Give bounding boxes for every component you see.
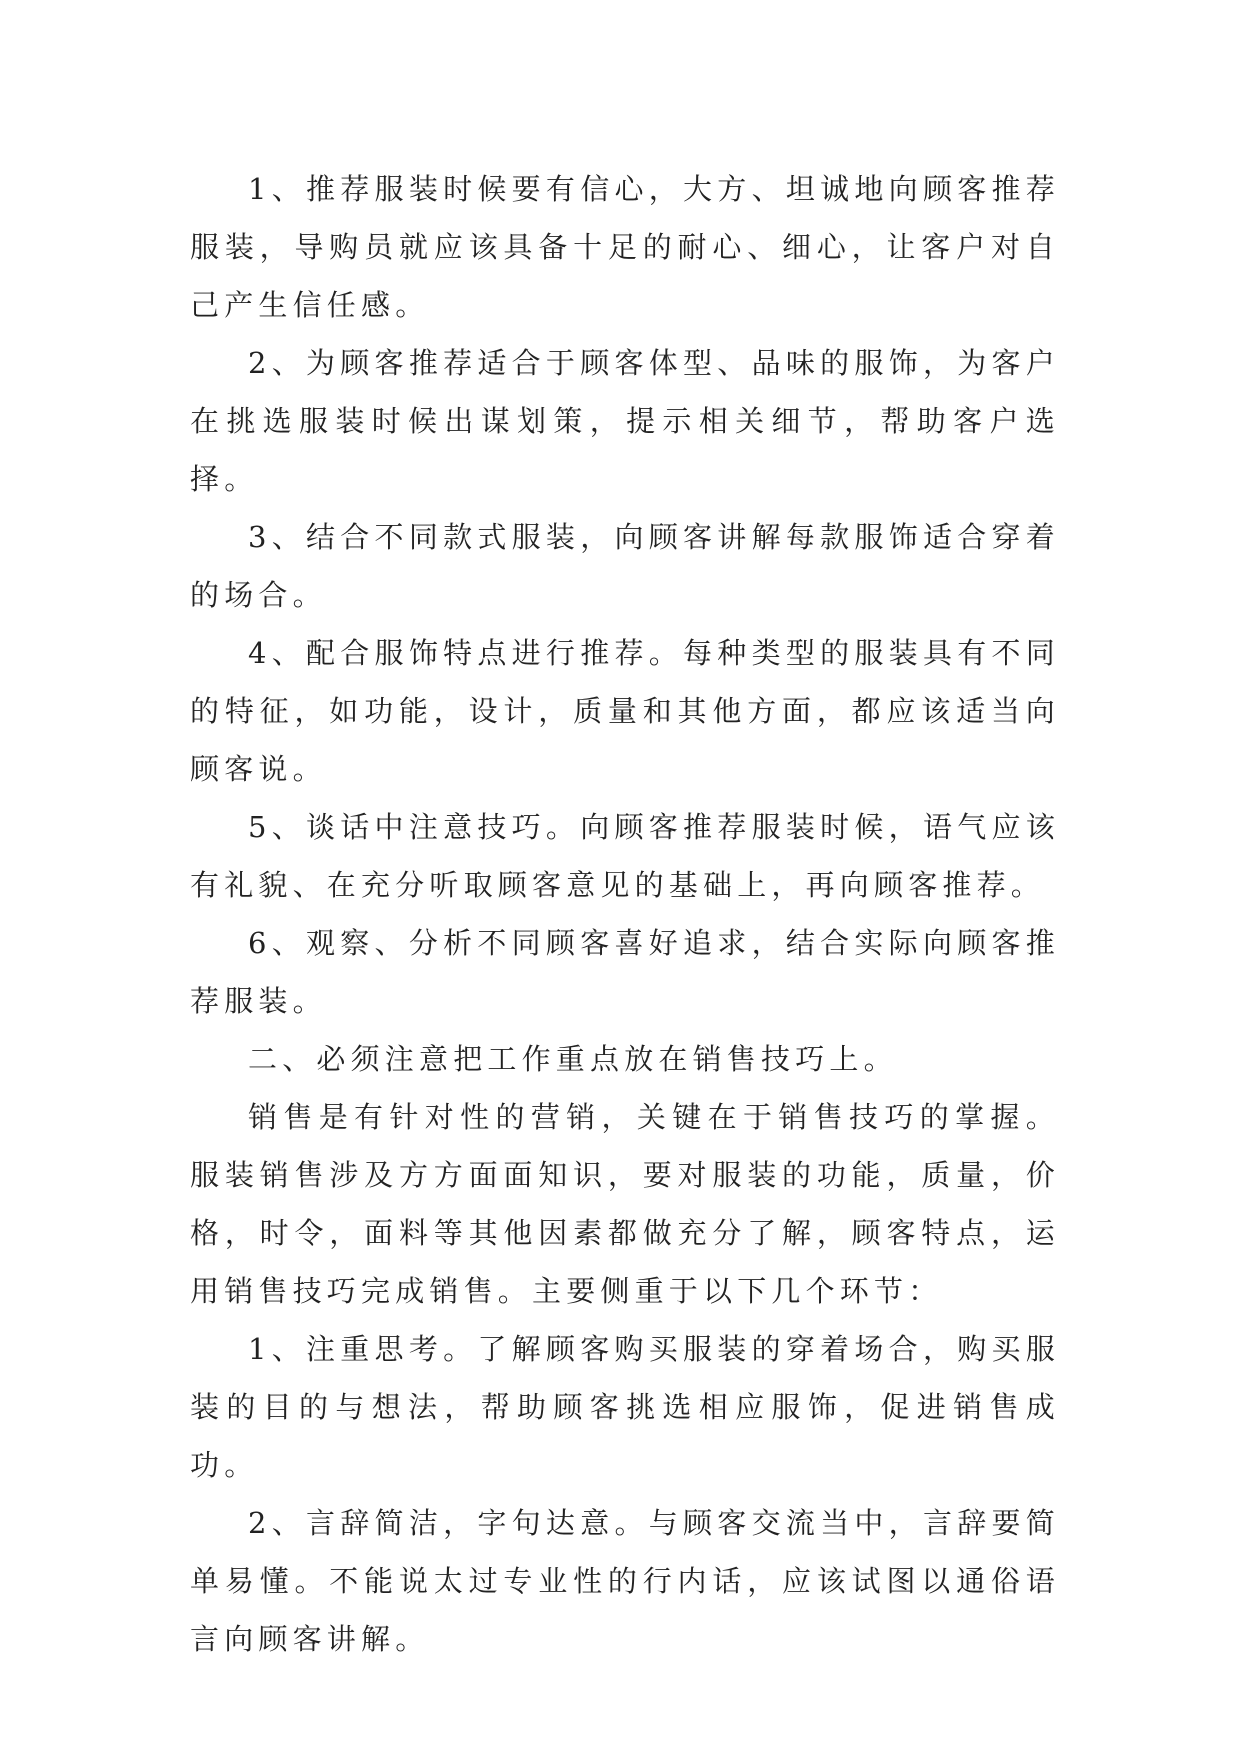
paragraph-6: 6、观察、分析不同顾客喜好追求，结合实际向顾客推荐服装。 [190, 926, 1060, 1018]
paragraph-4: 4、配合服饰特点进行推荐。每种类型的服装具有不同的特征，如功能，设计，质量和其他方面，都应该适当向顾客说。 [190, 636, 1060, 786]
paragraph-2: 2、为顾客推荐适合于顾客体型、品味的服饰，为客户在挑选服装时候出谋划策，提示相关细节，帮助客户选择。 [190, 346, 1060, 496]
paragraph-8: 销售是有针对性的营销，关键在于销售技巧的掌握。服装销售涉及方方面面知识，要对服装的功能，质量，价格，时令，面料等其他因素都做充分了解，顾客特点，运用销售技巧完成销售。主要侧重于以下几个环节： [190, 1100, 1060, 1308]
paragraph-9: 1、注重思考。了解顾客购买服装的穿着场合，购买服装的目的与想法，帮助顾客挑选相应服饰，促进销售成功。 [190, 1332, 1060, 1482]
paragraph-10: 2、言辞简洁，字句达意。与顾客交流当中，言辞要简单易懂。不能说太过专业性的行内话，应该试图以通俗语言向顾客讲解。 [190, 1506, 1060, 1656]
paragraph-5: 5、谈话中注意技巧。向顾客推荐服装时候，语气应该有礼貌、在充分听取顾客意见的基础上，再向顾客推荐。 [190, 810, 1060, 902]
paragraph-3: 3、结合不同款式服装，向顾客讲解每款服饰适合穿着的场合。 [190, 520, 1060, 612]
document-body [190, 160, 1060, 1668]
paragraph-1: 1、推荐服装时候要有信心，大方、坦诚地向顾客推荐服装，导购员就应该具备十足的耐心、细心，让客户对自己产生信任感。 [190, 172, 1060, 322]
section-heading: 二、必须注意把工作重点放在销售技巧上。 [248, 1042, 898, 1076]
